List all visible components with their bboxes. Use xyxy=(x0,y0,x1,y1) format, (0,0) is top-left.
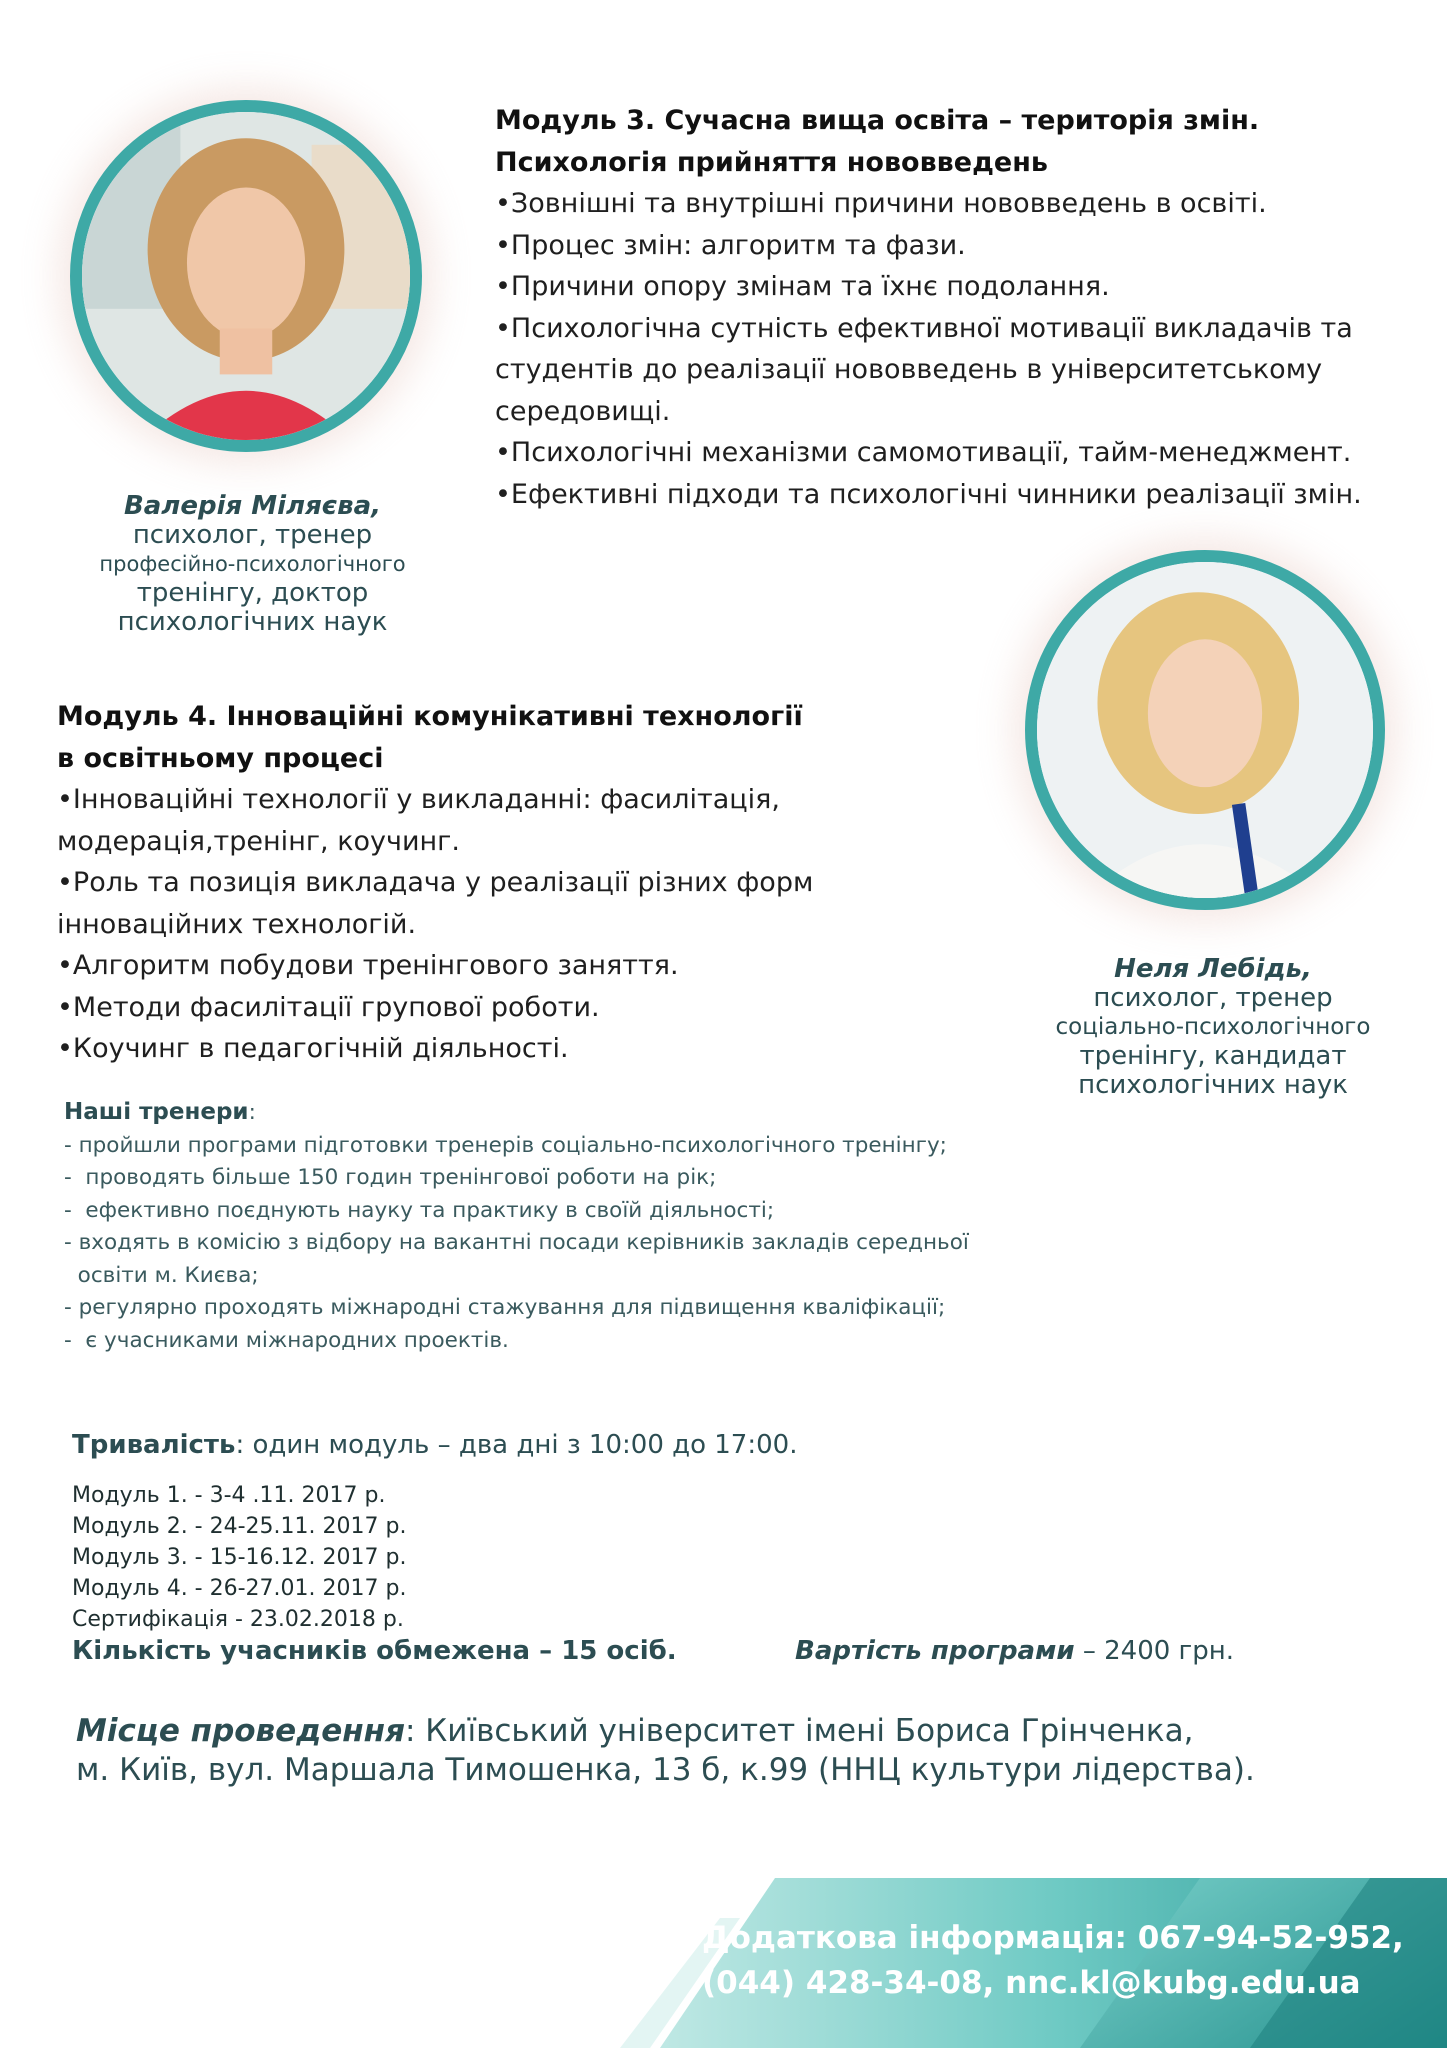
trainer-name: Валерія Міляєва, xyxy=(123,491,382,521)
module-4-bullet: •Коучинг в педагогічній діяльності. xyxy=(57,1033,569,1064)
schedule-item: Модуль 1. - 3-4 .11. 2017 р. xyxy=(72,1483,386,1508)
module-4-bullet-cont: інноваційних технологій. xyxy=(57,908,417,940)
our-trainers-section xyxy=(64,1096,969,1357)
trainer-role: психологічних наук xyxy=(117,607,388,637)
schedule-item: Модуль 2. - 24-25.11. 2017 р. xyxy=(72,1514,407,1539)
trainer-role: тренінгу, кандидат xyxy=(1079,1041,1347,1071)
trainer-photo-miliaieva xyxy=(70,100,422,452)
module-4-bullet: •Роль та позиція викладача у реалізації різних форм xyxy=(57,867,814,898)
trainer-name: Неля Лебідь, xyxy=(1114,954,1312,984)
list-item: - входять в комісію з відбору на вакантні посади керівників закладів середньої xyxy=(64,1230,969,1255)
our-trainers-heading: Наші тренери xyxy=(64,1099,249,1125)
module-4-subtitle: в освітньому процесі xyxy=(57,742,384,774)
module-3-bullet: •Зовнішні та внутрішні причини нововведень в освіті. xyxy=(495,188,1267,219)
venue xyxy=(76,1712,1255,1790)
list-item: - пройшли програми підготовки тренерів соціально-психологічного тренінгу; xyxy=(64,1132,947,1158)
contact-info xyxy=(702,1916,1404,2006)
module-4-bullet-cont: модерація,тренінг, коучинг. xyxy=(57,825,460,857)
program-cost xyxy=(795,1636,1234,1666)
trainer-role: професійно-психологічного xyxy=(99,552,406,576)
module-4-bullet: •Методи фасилітації групової роботи. xyxy=(57,991,600,1023)
duration-line xyxy=(72,1430,797,1460)
module-3-bullet: •Ефективні підходи та психологічні чинники реалізації змін. xyxy=(495,478,1362,510)
trainer-role: психологічних наук xyxy=(1078,1070,1348,1100)
module-3-bullet-cont: студентів до реалізації нововведень в університетському xyxy=(495,354,1323,385)
contact-line-2: (044) 428-34-08, nnc.kl@kubg.edu.ua xyxy=(702,1965,1361,2001)
duration-label: Тривалість xyxy=(72,1430,236,1460)
list-item: - проводять більше 150 годин тренінгової роботи на рік; xyxy=(64,1165,717,1190)
trainer-role: психолог, тренер xyxy=(132,520,373,550)
schedule-list xyxy=(72,1480,406,1635)
module-4 xyxy=(57,696,813,1070)
module-3-bullet: •Психологічна сутність ефективної мотивації викладачів та xyxy=(495,312,1353,344)
venue-line-2: м. Київ, вул. Маршала Тимошенка, 13 б, к.99 (ННЦ культури лідерства). xyxy=(76,1752,1255,1788)
module-3 xyxy=(495,100,1362,515)
module-3-bullet: •Психологічні механізми самомотивації, тайм-менеджмент. xyxy=(495,437,1352,468)
contact-line-1: Додаткова інформація: 067-94-52-952, xyxy=(702,1920,1404,1956)
portrait-image xyxy=(82,112,410,440)
schedule-item: Сертифікація - 23.02.2018 р. xyxy=(72,1607,404,1632)
module-3-bullet: •Процес змін: алгоритм та фази. xyxy=(495,229,966,261)
module-4-bullet: •Інноваційні технології у викладанні: фасилітація, xyxy=(57,784,780,815)
venue-line-1: : Київський університет імені Бориса Грінченка, xyxy=(405,1713,1194,1749)
module-3-bullet-cont: середовищі. xyxy=(495,395,671,427)
list-item: - ефективно поєднують науку та практику в своїй діяльності; xyxy=(64,1197,775,1223)
duration-text: : один модуль – два дні з 10:00 до 17:00. xyxy=(235,1430,798,1460)
list-item: освіти м. Києва; xyxy=(64,1262,259,1288)
module-4-bullet: •Алгоритм побудови тренінгового заняття. xyxy=(57,950,679,981)
module-3-title: Модуль 3. Сучасна вища освіта – територія змін. xyxy=(495,105,1260,136)
participants-limit: Кількість учасників обмежена – 15 осіб. xyxy=(72,1636,677,1666)
schedule-item: Модуль 4. - 26-27.01. 2017 р. xyxy=(72,1576,407,1601)
footer-contact-band xyxy=(0,1878,1447,2048)
heading-colon: : xyxy=(248,1100,256,1125)
trainer-photo-lebid xyxy=(1025,550,1385,910)
portrait-image xyxy=(1037,562,1373,898)
trainer-caption-lebid xyxy=(1018,955,1408,1100)
module-3-bullet: •Причини опору змінам та їхнє подолання. xyxy=(495,271,1110,302)
list-item: - є учасниками міжнародних проектів. xyxy=(64,1327,509,1353)
module-3-subtitle: Психологія прийняття нововведень xyxy=(495,146,1048,178)
module-4-title: Модуль 4. Інноваційні комунікативні технології xyxy=(57,701,803,732)
list-item: - регулярно проходять міжнародні стажування для підвищення кваліфікації; xyxy=(64,1295,946,1320)
trainer-role: психолог, тренер xyxy=(1093,983,1333,1013)
cost-label: Вартість програми xyxy=(795,1636,1075,1666)
trainer-role: тренінгу, доктор xyxy=(136,578,369,608)
cost-value: – 2400 грн. xyxy=(1074,1636,1234,1666)
trainer-caption-miliaieva xyxy=(60,492,445,637)
venue-label: Місце проведення xyxy=(76,1713,405,1749)
trainer-role: соціально-психологічного xyxy=(1055,1014,1371,1040)
schedule-item: Модуль 3. - 15-16.12. 2017 р. xyxy=(72,1545,407,1570)
